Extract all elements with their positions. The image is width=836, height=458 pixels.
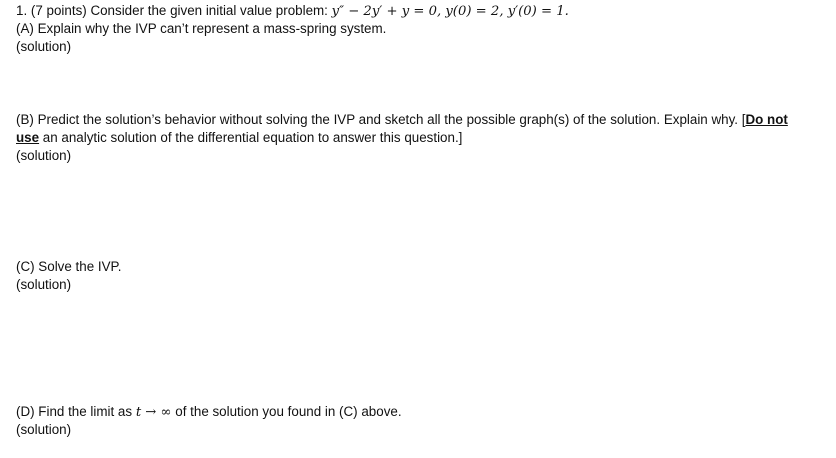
problem-number: 1.	[16, 3, 28, 18]
part-d-limit-expression: t → ∞	[135, 405, 172, 420]
part-d-solution-label: (solution)	[16, 422, 72, 437]
part-b-solution-label: (solution)	[16, 148, 72, 163]
problem-intro: (7 points) Consider the given initial value problem:	[30, 3, 328, 18]
part-b-emphasis-use: use	[16, 130, 40, 145]
part-b-question-line-2	[16, 129, 462, 147]
part-d-question-start: (D) Find the limit as	[16, 404, 133, 419]
part-b-question-end: an analytic solution of the differential equation to answer this question.]	[39, 130, 463, 145]
part-d-question	[16, 403, 402, 422]
part-a-solution-label: (solution)	[16, 39, 72, 54]
part-b-emphasis-do-not: Do not	[745, 112, 788, 127]
part-b-question-line-1	[16, 111, 788, 129]
part-c-question: (C) Solve the IVP.	[16, 259, 122, 274]
part-a-question: (A) Explain why the IVP can’t represent a mass-spring system.	[16, 21, 387, 36]
part-b-question-start: (B) Predict the solution’s behavior without solving the IVP and sketch all the possible graph(s) of the solution. Explain why. [	[16, 112, 746, 127]
part-c-solution-label: (solution)	[16, 277, 72, 292]
part-d-question-end: of the solution you found in (C) above.	[175, 404, 402, 419]
problem-equation: y″ − 2y′ + y = 0, y(0) = 2, y′(0) = 1.	[331, 4, 569, 19]
problem-header	[16, 2, 569, 21]
